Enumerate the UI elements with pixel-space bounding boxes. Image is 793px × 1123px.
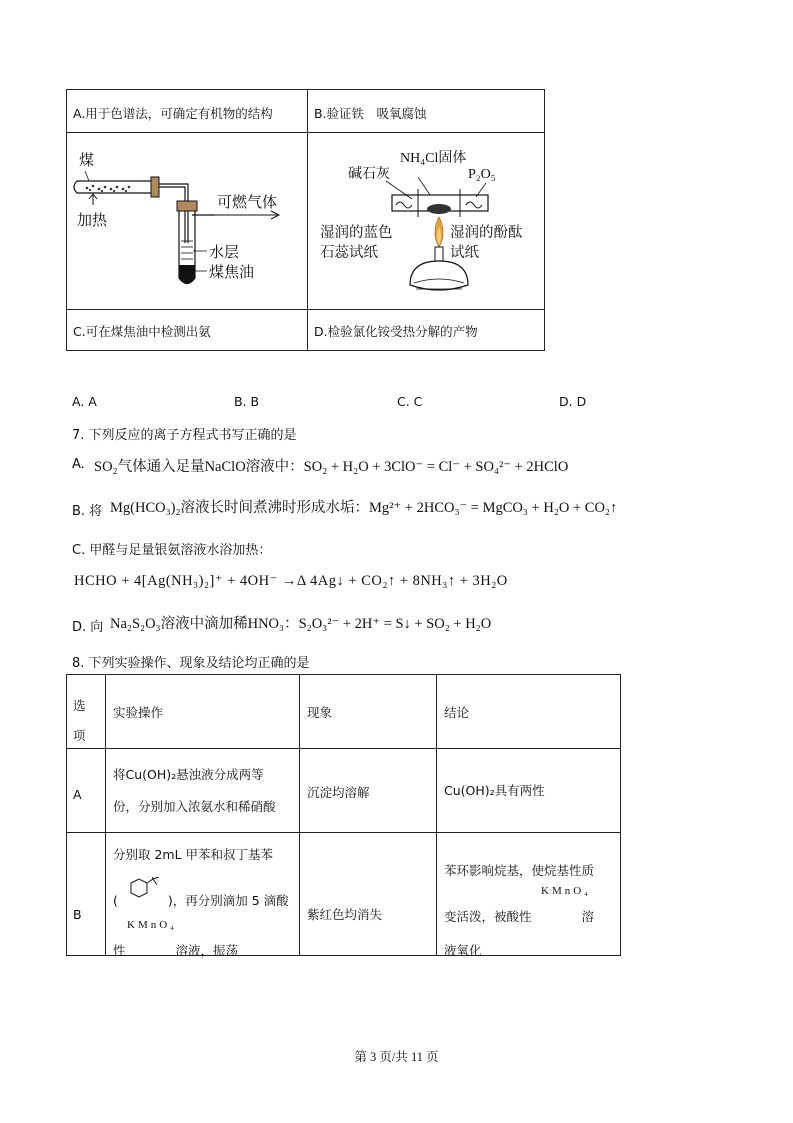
row-b-operation-line2: ( )，再分别滴加 5 滴酸 xyxy=(113,893,289,908)
q7-option-c[interactable]: HCHO + 4[Ag(NH₃)₂]⁺ + 4OH⁻ →Δ 4Ag↓ + CO₂↑ + 8NH₃↑ + 3H₂O xyxy=(74,573,508,589)
cell-d-title: D.检验氯化铵受热分解的产物 xyxy=(314,324,478,339)
q7-option-b[interactable]: Mg(HCO₃)₂溶液长时间煮沸时形成水垢：Mg²⁺ + 2HCO₃⁻ = MgCO₃ + H₂O + CO₂↑ xyxy=(110,500,618,516)
row-b-conclusion-kmno4: KMnO₄ xyxy=(541,885,592,897)
row-b-conclusion-line4: 液氧化 xyxy=(444,943,482,958)
tar-label: 煤焦油 xyxy=(209,265,255,281)
heat-label: 加热 xyxy=(77,213,108,229)
row-b-kmno4: KMnO₄ xyxy=(127,919,178,931)
row-a-option: A xyxy=(73,787,82,802)
coal-label: 煤 xyxy=(79,153,95,169)
cell-a-title: A.用于色谱法，可确定有机物的结构 xyxy=(73,106,273,121)
phenolphthalein-label-1: 湿润的酚酞 xyxy=(450,225,523,241)
row-a-operation-line1: 将Cu(OH)₂悬浊液分成两等 xyxy=(113,767,264,782)
q7-option-d[interactable]: Na₂S₂O₃溶液中滴加稀HNO₃：S₂O₃²⁻ + 2H⁺ = S↓ + SO₂ + H₂O xyxy=(110,616,492,632)
cell-c-title: C.可在煤焦油中检测出氨 xyxy=(73,324,211,339)
row-b-conclusion-line1: 苯环影响烷基，使烷基性质 xyxy=(444,863,595,878)
q7-option-b-label: B. 将 xyxy=(72,504,103,519)
choice-d[interactable]: D. D xyxy=(559,394,587,409)
row-b-operation-line4: 性 溶液，振荡 xyxy=(113,943,239,958)
blue-litmus-label-2: 石蕊试纸 xyxy=(320,245,378,261)
q7-option-c-label: C. 甲醛与足量银氨溶液水浴加热： xyxy=(72,543,272,558)
table-divider xyxy=(67,832,620,833)
q7-option-a[interactable]: SO₂气体通入足量NaClO溶液中：SO₂ + H₂O + 3ClO⁻ = Cl⁻ + SO₄²⁻ + 2HClO xyxy=(94,459,569,475)
blue-litmus-label-1: 湿润的蓝色 xyxy=(320,225,393,241)
table-divider xyxy=(436,675,437,955)
q7-option-d-label: D. 向 xyxy=(72,620,104,635)
water-layer-label: 水层 xyxy=(209,245,240,261)
nh4cl-decomposition-figure xyxy=(308,133,546,309)
row-a-operation-line2: 份，分别加入浓氨水和稀硝酸 xyxy=(113,799,276,814)
row-a-conclusion: Cu(OH)₂具有两性 xyxy=(444,783,545,798)
header-conclusion: 结论 xyxy=(444,705,470,720)
choice-c[interactable]: C. C xyxy=(397,394,423,409)
row-b-operation-line1: 分别取 2mL 甲苯和叔丁基苯 xyxy=(113,847,274,862)
header-phenomenon: 现象 xyxy=(307,705,333,720)
cell-b-title: B.验证铁 吸氧腐蚀 xyxy=(314,106,427,121)
coal-distillation-figure xyxy=(67,133,307,309)
row-a-phenomenon: 沉淀均溶解 xyxy=(307,785,370,800)
experiment-table-2 xyxy=(66,674,621,956)
table-divider xyxy=(67,309,544,310)
question-7-stem: 7. 下列反应的离子方程式书写正确的是 xyxy=(72,428,297,443)
experiment-table-1 xyxy=(66,89,545,351)
p2o5-label: P₂O₅ xyxy=(468,167,496,182)
table-divider xyxy=(67,748,620,749)
soda-lime-label: 碱石灰 xyxy=(348,167,390,182)
tert-butylbenzene-structure xyxy=(121,877,165,905)
header-option: 选项 xyxy=(73,698,86,743)
phenolphthalein-label-2: 试纸 xyxy=(450,245,479,261)
row-b-phenomenon: 紫红色均消失 xyxy=(307,907,383,922)
table-divider xyxy=(299,675,300,955)
q7-option-a-label: A. xyxy=(72,457,85,472)
row-b-option: B xyxy=(73,907,82,922)
page-footer: 第 3 页/共 11 页 xyxy=(354,1050,439,1064)
gas-label: 可燃气体 xyxy=(217,195,278,211)
choice-a[interactable]: A. A xyxy=(72,394,97,409)
question-8-stem: 8. 下列实验操作、现象及结论均正确的是 xyxy=(72,656,310,671)
header-operation: 实验操作 xyxy=(113,705,164,720)
row-b-conclusion-line3: 变活泼，被酸性 溶 xyxy=(444,909,595,924)
nh4cl-label: NH₄Cl固体 xyxy=(400,151,467,166)
table-divider xyxy=(105,675,106,955)
choice-b[interactable]: B. B xyxy=(234,394,260,409)
